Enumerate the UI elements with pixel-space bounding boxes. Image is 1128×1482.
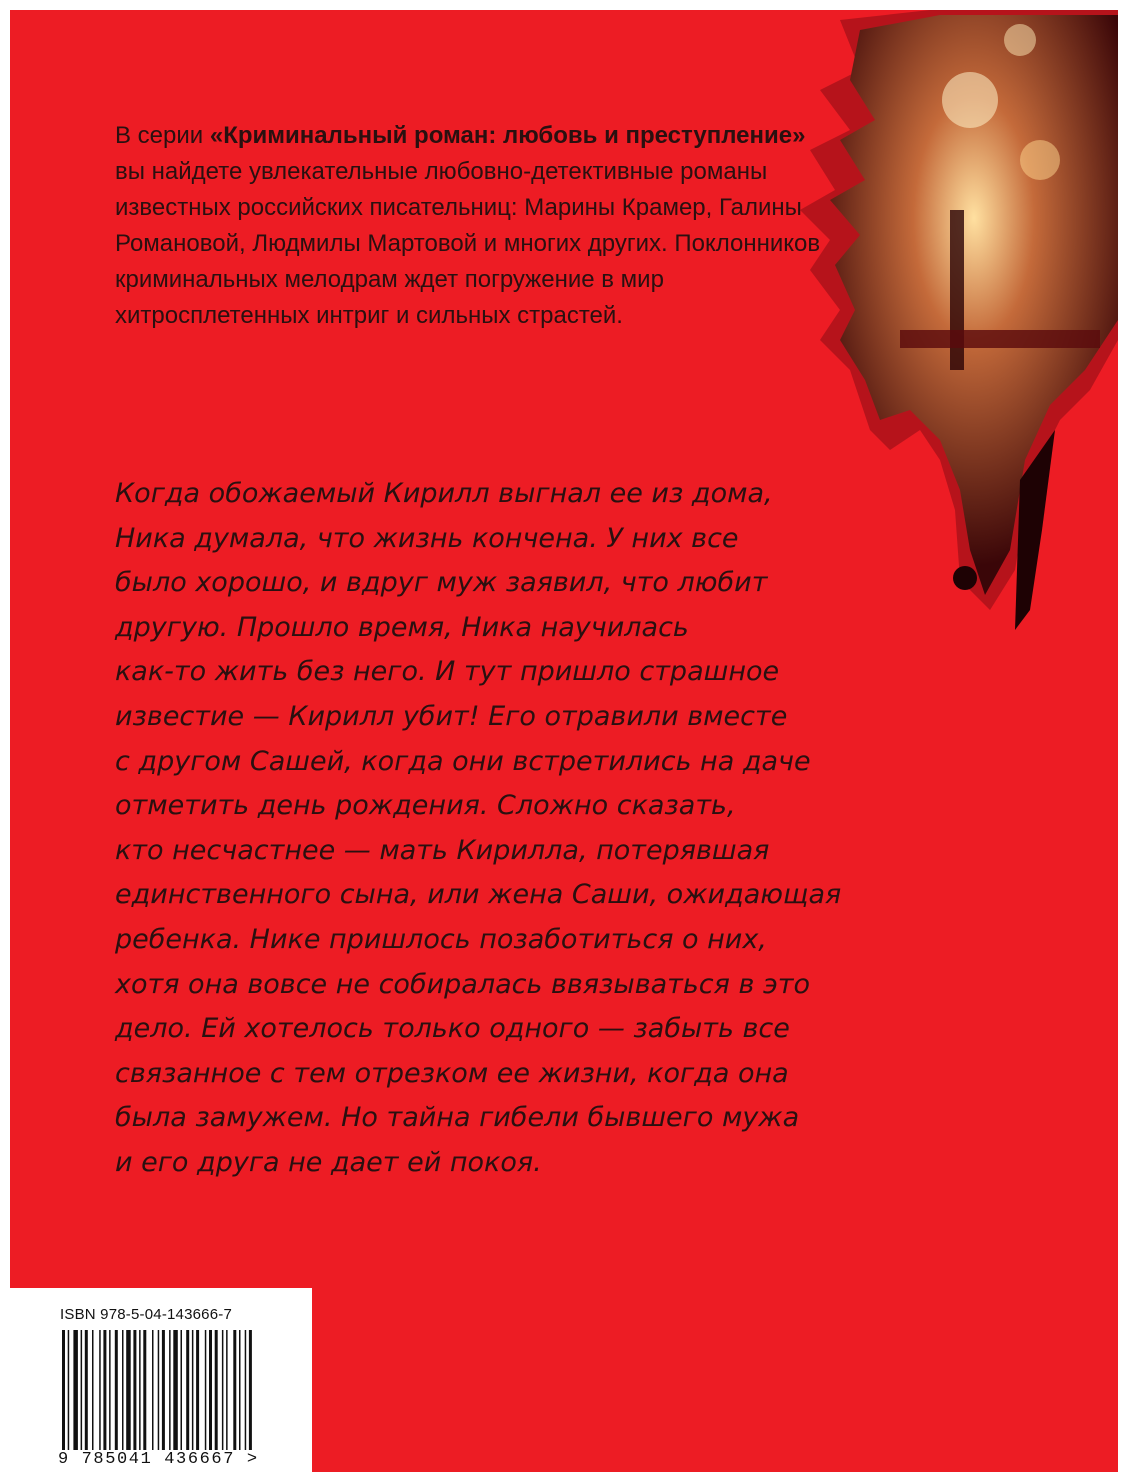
annotation-line: было хорошо, и вдруг муж заявил, что любит [115, 567, 768, 599]
book-annotation [115, 472, 935, 1186]
annotation-line: с другом Сашей, когда они встретились на даче [115, 745, 811, 777]
annotation-line: ребенка. Нике пришлось позаботиться о них, [115, 923, 767, 955]
series-title: «Криминальный роман: любовь и преступление» [209, 122, 806, 149]
annotation-line: была замужем. Но тайна гибели бывшего мужа [115, 1102, 800, 1134]
barcode-digits: 9 785041 436667 > [58, 1450, 259, 1469]
annotation-line: отметить день рождения. Сложно сказать, [115, 790, 736, 822]
annotation-line: дело. Ей хотелось только одного — забыть все [115, 1013, 790, 1045]
series-intro: В серии [115, 122, 210, 149]
annotation-line: как-то жить без него. И тут пришло страшное [115, 656, 780, 688]
isbn-number: ISBN 978-5-04-143666-7 [60, 1306, 233, 1323]
series-text: вы найдете увлекательные любовно-детективные романы известных российских писательниц: Марины Крамер, Галины Романовой, Людмилы Мартовой и многих других. Поклонников криминальных мелодрам ждет погружение в мир хитросплетенных интриг и сильных страстей. [115, 158, 821, 329]
barcode-icon [62, 1330, 272, 1450]
annotation-line: единственного сына, или жена Саши, ожидающая [115, 879, 842, 911]
annotation-line: кто несчастнее — мать Кирилла, потерявшая [115, 834, 770, 866]
annotation-line: связанное с тем отрезком ее жизни, когда она [115, 1057, 789, 1089]
annotation-line: Ника думала, что жизнь кончена. У них все [115, 522, 739, 554]
annotation-line: известие — Кирилл убит! Его отравили вместе [115, 700, 788, 732]
annotation-line: и его друга не дает ей покоя. [115, 1146, 542, 1178]
annotation-line: другую. Прошло время, Ника научилась [115, 611, 689, 643]
annotation-line: Когда обожаемый Кирилл выгнал ее из дома, [115, 478, 773, 509]
series-description [115, 118, 835, 334]
annotation-line: хотя она вовсе не собиралась ввязываться в это [115, 968, 811, 1000]
book-back-cover [10, 10, 1118, 1472]
